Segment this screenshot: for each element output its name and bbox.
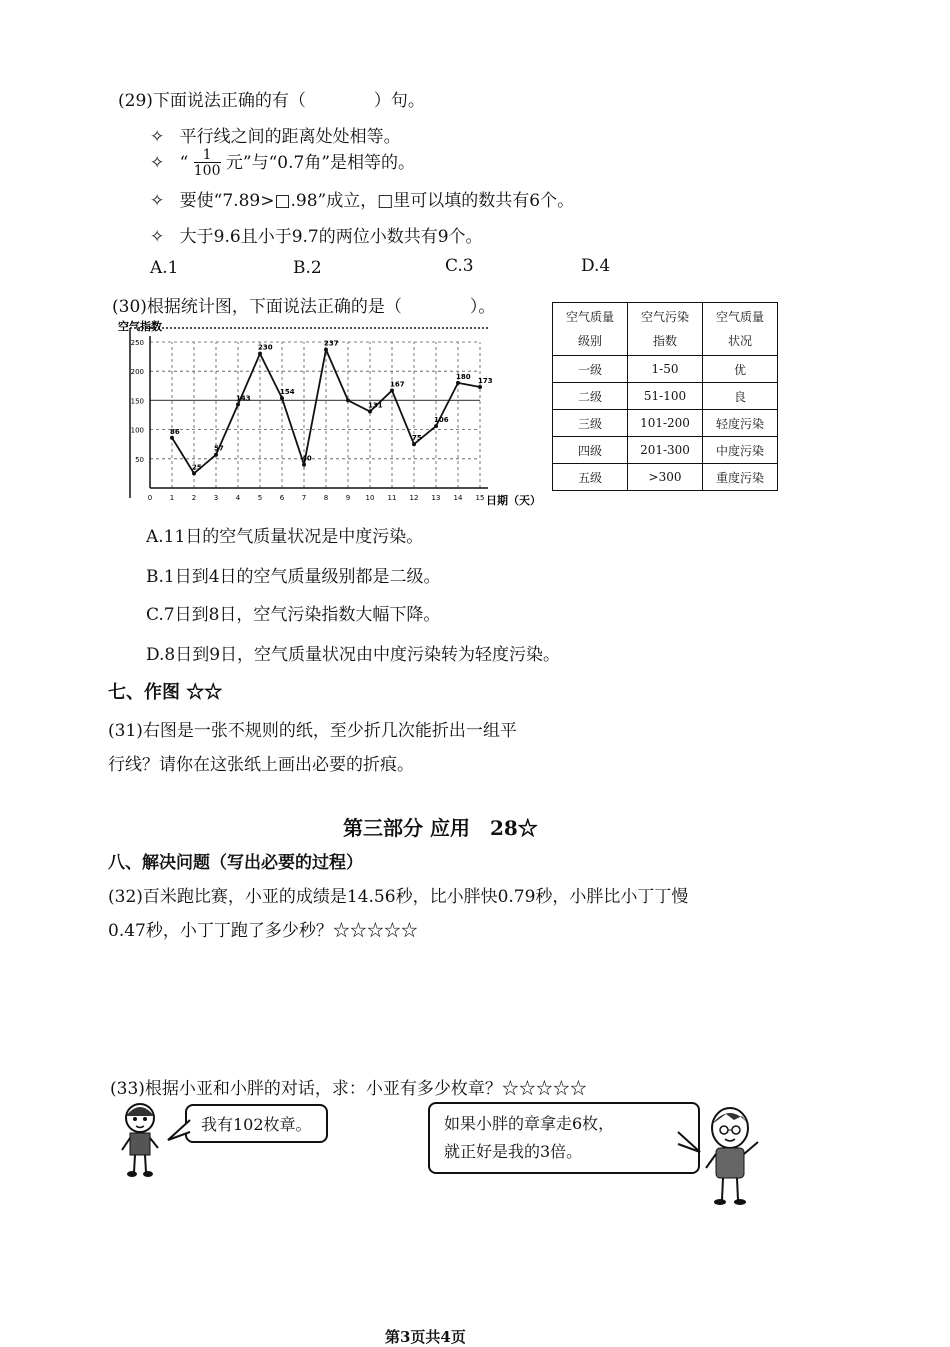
table-cell: 1-50: [628, 356, 703, 383]
q30-stem: (30)根据统计图，下面说法正确的是（ ）。: [112, 297, 496, 317]
data-label: 180: [456, 372, 471, 381]
data-point: [456, 381, 460, 385]
data-label: 237: [324, 339, 339, 348]
x-tick-label: 6: [279, 494, 285, 502]
speech-bubble-right: 如果小胖的章拿走6枚， 就正好是我的3倍。: [428, 1102, 700, 1174]
table-cell: 201-300: [628, 437, 703, 464]
table-cell: 轻度污染: [703, 410, 778, 437]
table-header-row: [553, 303, 778, 356]
table-cell: 二级: [553, 383, 628, 410]
bullet-icon: ✧: [150, 127, 165, 147]
data-point: [390, 388, 394, 392]
x-tick-label: 9: [345, 494, 351, 502]
y-tick-label: 200: [130, 368, 144, 377]
q30-option-a: A.11日的空气质量状况是中度污染。: [146, 527, 424, 547]
data-point: [412, 442, 416, 446]
bubble-tail-left: [166, 1118, 192, 1144]
q30-option-b: B.1日到4日的空气质量级别都是二级。: [146, 567, 441, 587]
q29-statement-1: ✧ 平行线之间的距离处处相等。: [150, 127, 401, 147]
data-label: 75: [412, 434, 422, 443]
data-label: 106: [434, 416, 449, 425]
data-label: 173: [478, 376, 493, 385]
table-row: [553, 437, 778, 464]
x-tick-label: 1: [169, 494, 175, 502]
q30-option-d: D.8日到9日，空气质量状况由中度污染转为轻度污染。: [146, 645, 561, 665]
table-row: [553, 464, 778, 491]
data-point: [258, 352, 262, 356]
table-row: [553, 356, 778, 383]
y-tick-label: 50: [135, 455, 144, 464]
table-cell: 51-100: [628, 383, 703, 410]
table-cell: 重度污染: [703, 464, 778, 491]
data-label: 131: [368, 401, 383, 410]
data-label: 86: [170, 427, 180, 436]
x-tick-label: 4: [235, 494, 241, 502]
q29-option-d: D.4: [581, 256, 611, 276]
data-label: 40: [302, 454, 312, 463]
data-point: [170, 436, 174, 440]
q33-stem: (33)根据小亚和小胖的对话，求：小亚有多少枚章？☆☆☆☆☆: [110, 1079, 587, 1099]
q29-option-c: C.3: [445, 256, 474, 276]
y-tick-label: 100: [130, 426, 144, 435]
table-header-cell: 空气质量 级别: [553, 303, 628, 356]
table-cell: 三级: [553, 410, 628, 437]
data-label: 167: [390, 380, 405, 389]
data-point: [192, 471, 196, 475]
data-point: [324, 348, 328, 352]
data-point: [214, 453, 218, 457]
page-footer: 第3页共4页: [385, 1328, 466, 1346]
data-point: [280, 396, 284, 400]
y-axis-label: 空气指数: [118, 320, 162, 333]
table-header-cell: 空气质量 状况: [703, 303, 778, 356]
x-tick-label: 13: [431, 494, 441, 502]
q29-statement-4: ✧ 大于9.6且小于9.7的两位小数共有9个。: [150, 227, 483, 247]
y-tick-label: 150: [130, 397, 144, 406]
table-row: [553, 410, 778, 437]
data-point: [368, 409, 372, 413]
girl-illustration: [116, 1100, 172, 1180]
table-header-cell: 空气污染 指数: [628, 303, 703, 356]
data-label: 154: [280, 388, 295, 397]
q29-stem: (29)下面说法正确的有（ ）句。: [118, 91, 425, 111]
data-point: [346, 398, 350, 402]
table-cell: 中度污染: [703, 437, 778, 464]
table-cell: 五级: [553, 464, 628, 491]
data-label: 143: [236, 394, 251, 403]
data-point: [236, 402, 240, 406]
x-tick-label: 5: [257, 494, 263, 502]
data-point: [302, 463, 306, 467]
x-tick-label: 3: [213, 494, 219, 502]
table-cell: 101-200: [628, 410, 703, 437]
x-tick-label: 2: [191, 494, 197, 502]
q31-line-2: 行线？请你在这张纸上画出必要的折痕。: [108, 755, 414, 775]
x-tick-label: 12: [409, 494, 419, 502]
x-tick-label: 14: [453, 494, 463, 502]
y-tick-label: 250: [130, 339, 144, 347]
speech-bubble-left: 我有102枚章。: [185, 1104, 328, 1143]
bullet-icon: ✧: [150, 227, 165, 247]
section-7-title: 七、作图 ☆☆: [108, 682, 223, 703]
data-point: [478, 385, 482, 389]
x-tick-label: 15: [475, 494, 485, 502]
q29-option-b: B.2: [293, 258, 322, 278]
fraction: $\frac{1}{100}$: [193, 147, 221, 179]
q30-option-c: C.7日到8日，空气污染指数大幅下降。: [146, 605, 441, 625]
part-3-title: 第三部分 应用 28☆: [343, 816, 538, 840]
table-cell: 优: [703, 356, 778, 383]
x-axis-label: 日期（天）: [486, 494, 541, 507]
x-tick-label: 7: [301, 494, 307, 502]
table-cell: >300: [628, 464, 703, 491]
q31-line-1: (31)右图是一张不规则的纸，至少折几次能折出一组平: [108, 721, 517, 741]
data-point: [434, 424, 438, 428]
x-tick-label: 11: [387, 494, 397, 502]
q29-option-a: A.1: [150, 258, 179, 278]
table-cell: 良: [703, 383, 778, 410]
table-cell: 四级: [553, 437, 628, 464]
section-8-title: 八、解决问题（写出必要的过程）: [108, 853, 363, 873]
x-tick-label: 8: [323, 494, 329, 502]
bullet-icon: ✧: [150, 191, 165, 211]
q29-statement-3: ✧ 要使“7.89>□.98”成立，□里可以填的数共有6个。: [150, 191, 575, 211]
air-index-chart: [110, 318, 550, 508]
table-cell: 一级: [553, 356, 628, 383]
x-tick-label: 10: [365, 494, 375, 502]
data-label: 25: [192, 463, 202, 472]
x-tick-label: 0: [147, 494, 153, 502]
boy-illustration: [698, 1102, 768, 1210]
bullet-icon: ✧: [150, 153, 165, 173]
q29-statement-2: ✧ “ $\frac{1}{100}$ 元”与“0.7角”是相等的。: [150, 147, 416, 179]
data-label: 57: [214, 444, 224, 453]
table-row: [553, 383, 778, 410]
q32-line-2: 0.47秒，小丁丁跑了多少秒？☆☆☆☆☆: [108, 921, 418, 941]
data-series-line: [172, 350, 480, 474]
data-label: 230: [258, 343, 273, 352]
air-quality-table: [552, 302, 778, 491]
q32-line-1: (32)百米跑比赛，小亚的成绩是14.56秒，比小胖快0.79秒，小胖比小丁丁慢: [108, 887, 689, 907]
